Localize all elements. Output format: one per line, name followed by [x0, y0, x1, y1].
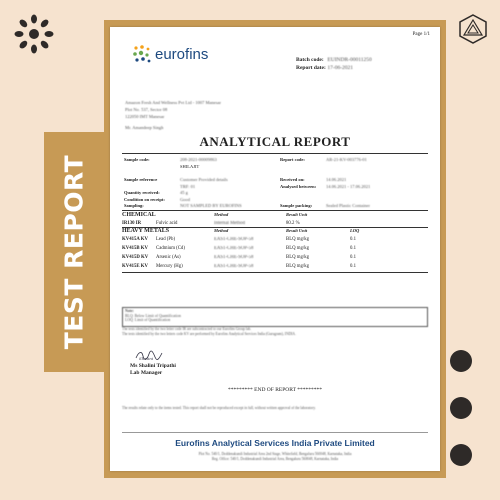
- signer-title: Lab Manager: [130, 370, 163, 376]
- table-row: IR130 IR Fulvic acid Internal Method 80.2 %: [122, 221, 300, 226]
- batch-code-value: EUINDR-00011250: [327, 57, 372, 63]
- signature-image: [134, 349, 164, 361]
- table-row: KV415E KV Mercury (Hg) EAS1-CHE-SOP-58 BLQ mg/kg 0.1: [122, 264, 356, 269]
- sample-info-left: Sample code: 208-2021-00009863 SHILAJIT Sample reference Customer Provided details TRF: 01 Quantity received: 45 g Condition on receipt: Good Sampling: NOT SAMPLED BY EUROFINS: [124, 157, 242, 208]
- test-report-tab: [44, 132, 104, 372]
- eurofins-logo-text: eurofins: [155, 45, 209, 63]
- end-of-report: ********* END OF REPORT *********: [228, 387, 322, 393]
- test-report-label: TEST REPORT: [59, 154, 89, 350]
- sample-info-right: Report code: AR-21-KV-003776-01 Received on: 14.06.2021 Analysed between: 14.06.2021 - 17.06.2021 Sample packing: Sealed Plastic Container: [280, 157, 371, 208]
- decorative-dot: [450, 397, 472, 419]
- decorative-dot: [450, 444, 472, 466]
- decorative-dot: [450, 350, 472, 372]
- report-document: [110, 27, 440, 471]
- note-box: Note: BLQ: Below Limit of Quantification LOQ: Limit of Quantification: [122, 307, 428, 327]
- footer-company-name: Eurofins Analytical Services India Private Limited: [175, 438, 375, 448]
- heavy-metals-header: HEAVY METALS Method Result Unit LOQ: [122, 228, 360, 234]
- signer-block: [130, 363, 176, 377]
- customer-address: Amazon Fresh And Wellness Pvt Ltd - 1007 Manesar Plot No. 537, Sector 08 122050 IMT Manesar Mr. Amandeep Singh: [125, 100, 222, 130]
- footer-address: Plot No. 540/1, Doddenakundi Industrial Area 2nd Stage, Whitefield, Bengaluru 560048, Karnataka, India Reg. Office: 540/1, Doddenakundi Industrial Area, Bengaluru 560048, Karnataka, India: [198, 452, 352, 461]
- sunburst-icon: [14, 14, 54, 54]
- chemical-header: CHEMICAL Method Result Unit: [122, 212, 308, 218]
- report-date-value: 17-06-2021: [327, 65, 354, 71]
- table-row: KV415A KV Lead (Pb) EAS1-CHE-SOP-58 BLQ mg/kg 0.1: [122, 237, 356, 242]
- report-date-label: Report date:: [296, 65, 326, 71]
- batch-code-label: Batch code:: [296, 57, 324, 63]
- table-row: KV415D KV Arsenic (As) EAS1-CHE-SOP-58 BLQ mg/kg 0.1: [122, 255, 356, 260]
- svg-text:Shalini: Shalini: [139, 356, 154, 361]
- signer-name: Ms Shalini Tripathi: [130, 363, 176, 369]
- divider: [122, 153, 428, 154]
- eurofins-logo: [132, 44, 208, 64]
- report-title: ANALYTICAL REPORT: [199, 134, 351, 149]
- table-row: KV415B KV Cadmium (Cd) EAS1-CHE-SOP-58 BLQ mg/kg 0.1: [122, 246, 356, 251]
- report-date: [296, 65, 353, 71]
- eurofins-dots-icon: [132, 44, 152, 64]
- batch-code: [296, 57, 372, 63]
- disclaimer: The results relate only to the items tested. This report shall not be reproduced except in full, without written approval of the laboratory.: [122, 406, 316, 410]
- brand-hexagon-icon: [458, 14, 488, 44]
- lab-notes: The tests identified by the two letter code IR are subcontracted to our Eurofins Group lab. The tests identified by the two letters code KV are performed by Eurofins Analytical Services India (Gurugram), INDIA.: [122, 327, 296, 336]
- page-number: Page 1/1: [412, 32, 430, 37]
